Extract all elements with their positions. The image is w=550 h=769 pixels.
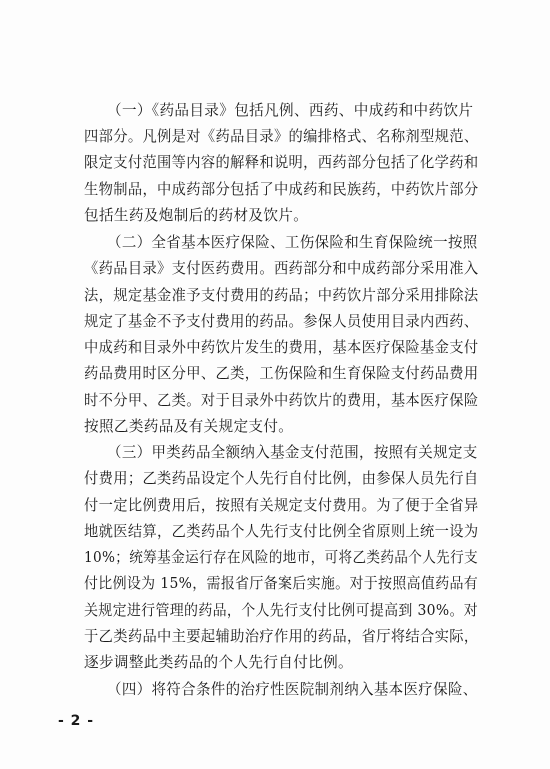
page-number: - 2 - [58,713,95,729]
paragraph-line: 地就医结算，乙类药品个人先行支付比例全省原则上统一设为 [84,523,479,540]
paragraph-line: 《药品目录》支付医药费用。西药部分和中成药部分采用准入 [84,260,479,277]
paragraph-first-line: （一）《药品目录》包括凡例、西药、中成药和中药饮片 [107,102,474,119]
paragraph-line: 于乙类药品中主要起辅助治疗作用的药品，省厅将结合实际， [84,628,479,645]
paragraph-line: 10%；统筹基金运行存在风险的地市，可将乙类药品个人先行支 [84,549,479,566]
paragraph-line: 包括生药及炮制后的药材及饮片。 [84,207,309,224]
paragraph-line: 付费用；乙类药品设定个人先行自付比例，由参保人员先行自 [84,470,479,487]
paragraph-line: 规定了基金不予支付费用的药品。参保人员使用目录内西药、 [84,313,479,330]
paragraph-line: 四部分。凡例是对《药品目录》的编排格式、名称剂型规范、 [84,128,479,145]
paragraph-line: 法，规定基金准予支付费用的药品；中药饮片部分采用排除法 [84,287,479,304]
paragraph-line: 中成药和目录外中药饮片发生的费用，基本医疗保险基金支付 [84,339,479,356]
paragraph-line: 按照乙类药品及有关规定支付。 [84,418,294,435]
paragraph-line: 关规定进行管理的药品，个人先行支付比例可提高到 30%。对 [84,602,479,619]
paragraph-first-line: （二）全省基本医疗保险、工伤保险和生育保险统一按照 [107,234,478,251]
paragraph-line: 限定支付范围等内容的解释和说明，西药部分包括了化学药和 [84,154,479,171]
paragraph-line: 药品费用时区分甲、乙类，工伤保险和生育保险支付药品费用 [84,365,479,382]
paragraph-line: 付一定比例费用后，按照有关规定支付费用。为了便于全省异 [84,497,479,514]
paragraph-line: 生物制品，中成药部分包括了中成药和民族药，中药饮片部分 [84,181,479,198]
paragraph-line: 逐步调整此类药品的个人先行自付比例。 [84,654,353,671]
paragraph-first-line: （三）甲类药品全额纳入基金支付范围，按照有关规定支 [107,444,478,461]
paragraph-line: 付比例设为 15%，需报省厅备案后实施。对于按照高值药品有 [84,575,479,592]
paragraph-first-line: （四）将符合条件的治疗性医院制剂纳入基本医疗保险、 [107,681,478,698]
paragraph-line: 时不分甲、乙类。对于目录外中药饮片的费用，基本医疗保险 [84,392,479,409]
